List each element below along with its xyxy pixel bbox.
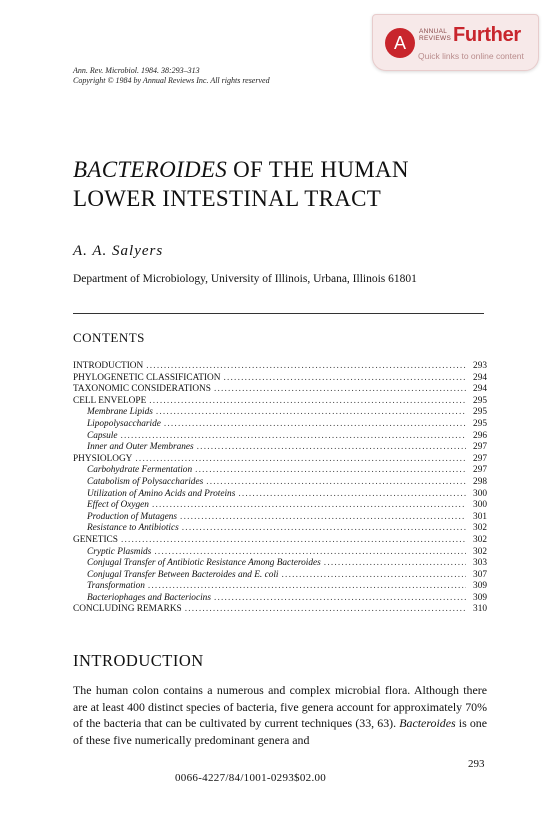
toc-entry-label: Cryptic Plasmids	[87, 546, 152, 557]
toc-leader-dots	[135, 454, 466, 466]
toc-entry-label: INTRODUCTION	[73, 361, 144, 371]
introduction-paragraph: The human colon contains a numerous and complex microbial flora. Although there are at least 400 distinct species of bacteria, five genera account for approximately 70% of the bacteria that can be cultivated by current techniques (33, 63). Bacteroides is one of these five numerically predominant genera and	[73, 683, 488, 747]
introduction-heading: INTRODUCTION	[73, 651, 204, 670]
toc-entry-label: PHYLOGENETIC CLASSIFICATION	[73, 372, 221, 383]
toc-entry-label: Capsule	[87, 430, 118, 441]
divider-rule	[73, 313, 484, 314]
toc-leader-dots	[197, 442, 466, 454]
toc-leader-dots	[324, 558, 466, 570]
toc-entry-page: 296	[473, 430, 487, 441]
toc-entry-page: 310	[473, 604, 487, 615]
article-title	[73, 155, 409, 213]
toc-entry-label: Lipopolysaccharide	[87, 418, 161, 429]
toc-entry-label: Carbohydrate Fermentation	[87, 465, 193, 476]
toc-entry	[73, 547, 487, 559]
page-number: 293	[468, 758, 485, 770]
toc-entry-page: 294	[473, 372, 487, 383]
author-name: A. A. Salyers	[73, 243, 164, 259]
toc-entry-page: 302	[473, 523, 487, 534]
annual-reviews-wordmark: ANNUAL REVIEWS	[419, 28, 452, 42]
toc-leader-dots	[185, 604, 466, 616]
toc-leader-dots	[214, 593, 466, 605]
toc-entry	[73, 535, 487, 547]
toc-entry	[73, 454, 487, 466]
toc-entry-page: 307	[473, 569, 487, 580]
footer-code: 0066-4227/84/1001-0293$02.00	[175, 772, 327, 784]
further-label: Further	[453, 24, 521, 46]
toc-entry	[73, 465, 487, 477]
toc-entry-page: 302	[473, 546, 487, 557]
toc-entry-page: 298	[473, 476, 487, 487]
toc-leader-dots	[238, 489, 466, 501]
toc-entry-page: 301	[473, 511, 487, 522]
toc-entry	[73, 523, 487, 535]
toc-leader-dots	[214, 384, 466, 396]
author-affiliation: Department of Microbiology, University of Illinois, Urbana, Illinois 61801	[73, 273, 417, 285]
toc-entry	[73, 489, 487, 501]
toc-entry-label: Utilization of Amino Acids and Proteins	[87, 488, 236, 499]
toc-leader-dots	[149, 396, 466, 408]
toc-entry-page: 293	[473, 361, 487, 371]
toc-entry	[73, 570, 487, 582]
toc-leader-dots	[156, 407, 466, 419]
citation-line-2: Copyright © 1984 by Annual Reviews Inc. All rights reserved	[73, 75, 270, 85]
toc-entry-label: CELL ENVELOPE	[73, 395, 147, 406]
toc-entry-label: Transformation	[87, 581, 145, 592]
toc-entry-page: 297	[473, 453, 487, 464]
toc-entry-page: 300	[473, 488, 487, 499]
toc-entry-page: 294	[473, 384, 487, 395]
toc-leader-dots	[180, 512, 466, 524]
toc-entry	[73, 500, 487, 512]
genus-italic: Bacteroides	[399, 716, 456, 731]
toc-entry-page: 302	[473, 534, 487, 545]
toc-entry-label: TAXONOMIC CONSIDERATIONS	[73, 384, 211, 395]
toc-entry	[73, 581, 487, 593]
toc-leader-dots	[223, 373, 466, 385]
toc-entry-label: Effect of Oxygen	[87, 500, 149, 511]
title-line-1-rest: OF THE HUMAN	[227, 157, 409, 182]
toc-entry	[73, 512, 487, 524]
toc-entry-page: 309	[473, 581, 487, 592]
table-of-contents	[73, 361, 487, 616]
title-italic-genus: BACTEROIDES	[73, 157, 228, 182]
toc-entry-label: CONCLUDING REMARKS	[73, 604, 182, 615]
toc-entry-label: Conjugal Transfer of Antibiotic Resistance Among Bacteroides	[87, 558, 321, 569]
toc-entry	[73, 558, 487, 570]
annual-reviews-logo-icon: A	[385, 28, 415, 58]
toc-entry	[73, 604, 487, 616]
toc-entry-label: Catabolism of Polysaccharides	[87, 476, 204, 487]
toc-entry-label: PHYSIOLOGY	[73, 453, 133, 464]
toc-leader-dots	[182, 523, 466, 535]
journal-citation	[73, 66, 270, 85]
toc-leader-dots	[121, 535, 466, 547]
toc-entry-page: 297	[473, 442, 487, 453]
toc-entry	[73, 361, 487, 373]
further-tagline: Quick links to online content	[418, 51, 524, 61]
toc-entry-page: 295	[473, 407, 487, 418]
annual-reviews-further-banner[interactable]	[372, 14, 539, 71]
toc-leader-dots	[146, 361, 466, 373]
citation-line-1: Ann. Rev. Microbiol. 1984. 38:293–313	[73, 66, 200, 75]
toc-entry-page: 295	[473, 395, 487, 406]
toc-entry-label: Membrane Lipids	[87, 407, 153, 418]
toc-entry	[73, 419, 487, 431]
toc-entry-label: Resistance to Antibiotics	[87, 523, 179, 534]
toc-entry-label: GENETICS	[73, 534, 118, 545]
toc-leader-dots	[164, 419, 466, 431]
toc-entry-label: Conjugal Transfer Between Bacteroides and E. coli	[87, 569, 279, 580]
toc-leader-dots	[195, 465, 466, 477]
toc-entry	[73, 442, 487, 454]
toc-leader-dots	[152, 500, 466, 512]
toc-entry	[73, 373, 487, 385]
toc-entry	[73, 477, 487, 489]
toc-entry	[73, 407, 487, 419]
toc-entry-label: Production of Mutagens	[87, 511, 178, 522]
toc-leader-dots	[148, 581, 466, 593]
toc-entry	[73, 593, 487, 605]
toc-entry	[73, 396, 487, 408]
toc-leader-dots	[120, 431, 466, 443]
toc-entry	[73, 384, 487, 396]
contents-heading: CONTENTS	[73, 330, 145, 345]
toc-entry-label: Bacteriophages and Bacteriocins	[87, 592, 211, 603]
toc-leader-dots	[154, 547, 466, 559]
toc-entry	[73, 431, 487, 443]
toc-leader-dots	[206, 477, 466, 489]
toc-entry-label: Inner and Outer Membranes	[87, 442, 194, 453]
title-line-2: LOWER INTESTINAL TRACT	[73, 186, 382, 211]
toc-entry-page: 309	[473, 592, 487, 603]
toc-entry-page: 297	[473, 465, 487, 476]
toc-leader-dots	[282, 570, 466, 582]
toc-entry-page: 295	[473, 418, 487, 429]
toc-entry-page: 303	[473, 558, 487, 569]
toc-entry-page: 300	[473, 500, 487, 511]
